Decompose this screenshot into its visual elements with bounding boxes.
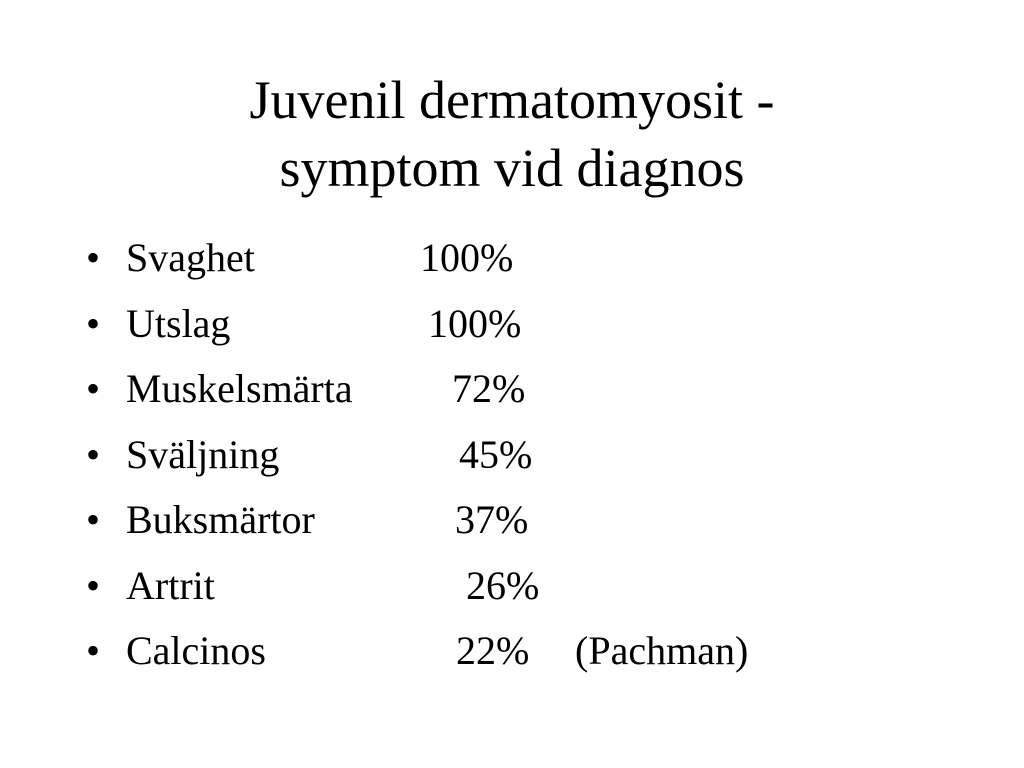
source-note: (Pachman) — [575, 628, 749, 673]
bullet-icon: • — [86, 431, 101, 477]
symptom-percentage: 100% — [420, 235, 514, 280]
slide-title — [0, 66, 1024, 202]
slide-title-line-2: symptom vid diagnos — [279, 138, 745, 198]
symptom-percentage: 26% — [466, 562, 540, 608]
slide-title-line-1: Juvenil dermatomyosit - — [249, 70, 775, 130]
bullet-icon: • — [86, 497, 101, 542]
symptom-label: Muskelsmärta — [126, 366, 353, 411]
bullet-icon: • — [86, 235, 101, 280]
symptom-label: Artrit — [126, 562, 215, 608]
symptom-label: Calcinos — [126, 628, 266, 673]
symptom-label: Sväljning — [126, 431, 280, 477]
symptom-percentage: 100% — [428, 300, 522, 346]
symptom-label: Svaghet — [126, 235, 255, 280]
symptom-percentage: 37% — [455, 497, 529, 542]
symptom-percentage: 72% — [452, 366, 526, 411]
symptom-percentage: 45% — [459, 431, 533, 477]
symptom-label: Utslag — [126, 300, 231, 346]
symptom-percentage: 22% — [456, 628, 530, 673]
bullet-icon: • — [86, 366, 101, 411]
symptom-label: Buksmärtor — [126, 497, 315, 542]
bullet-icon: • — [86, 562, 101, 608]
bullet-icon: • — [86, 628, 101, 673]
bullet-icon: • — [86, 300, 101, 346]
